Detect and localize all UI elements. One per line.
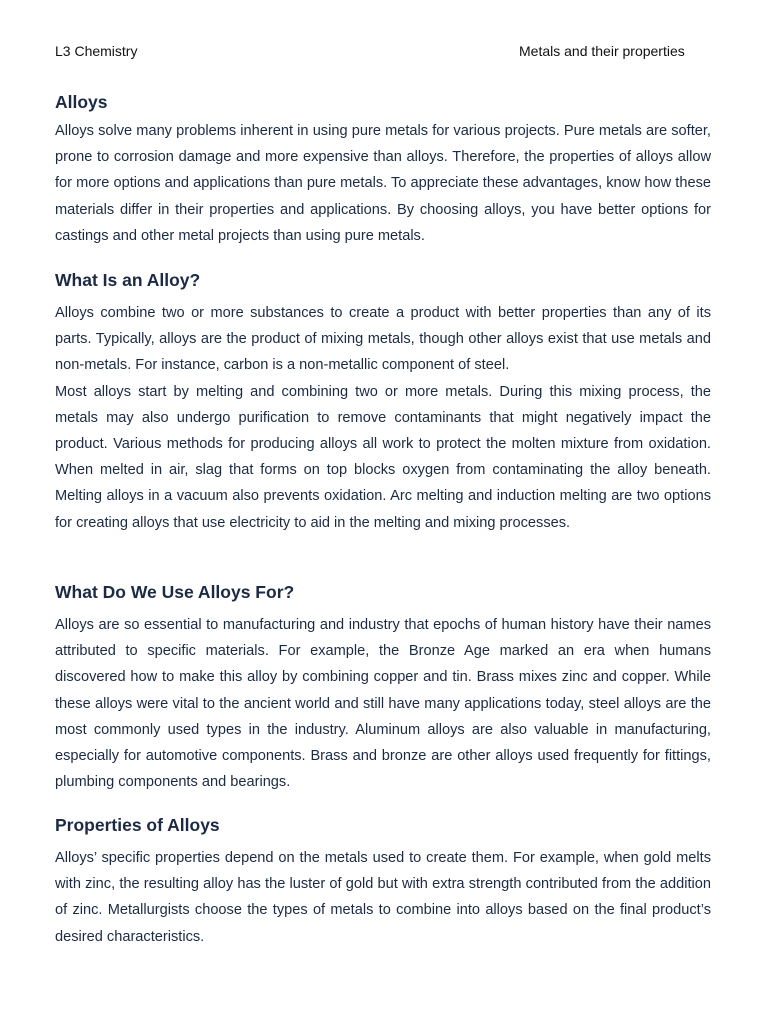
body-paragraph: Most alloys start by melting and combining two or more metals. During this mixing process, the metals may also undergo purification to remove contaminants that might negatively impact the product. Various methods for producing alloys all work to protect the molten mixture from oxidation. When melted in air, slag that forms on top blocks oxygen from contaminating the alloy beneath. Melting alloys in a vacuum also prevents oxidation. Arc melting and induction melting are two options for creating alloys that use electricity to aid in the melting and mixing processes.	[55, 383, 711, 531]
body-paragraph: Alloys solve many problems inherent in using pure metals for various projects. Pure metals are softer, prone to corrosion damage and more expensive than alloys. Therefore, the properties of alloys allow for more options and applications than pure metals. To appreciate these advantages, know how these materials differ in their properties and applications. By choosing alloys, you have better options for castings and other metal projects than using pure metals.	[55, 123, 711, 244]
body-paragraph: Alloys are so essential to manufacturing and industry that epochs of human history have their names attributed to specific materials. For example, the Bronze Age marked an era when humans discovered how to make this alloy by combining copper and tin. Brass mixes zinc and copper. While these alloys were vital to the ancient world and still have many applications today, steel alloys are the most commonly used types in the industry. Aluminum alloys are also valuable in manufacturing, especially for automotive components. Brass and bronze are other alloys used frequently for fittings, plumbing components and bearings.	[55, 617, 711, 791]
section-heading: What Do We Use Alloys For?	[55, 582, 295, 602]
course-label: L3 Chemistry	[55, 43, 138, 59]
section-heading: What Is an Alloy?	[55, 270, 201, 290]
section-heading: Alloys	[55, 92, 108, 112]
section-heading: Properties of Alloys	[55, 815, 220, 835]
section-alloys	[55, 91, 711, 249]
section-properties-of-alloys	[55, 814, 711, 950]
section-what-is-an-alloy	[55, 269, 711, 536]
body-paragraph: Alloys combine two or more substances to create a product with better properties than any of its parts. Typically, alloys are the product of mixing metals, though other alloys exist that use metals and non-metals. For instance, carbon is a non-metallic component of steel.	[55, 305, 711, 374]
topic-label: Metals and their properties	[519, 43, 685, 59]
section-uses-of-alloys	[55, 581, 711, 795]
body-paragraph: Alloys’ specific properties depend on the metals used to create them. For example, when gold melts with zinc, the resulting alloy has the luster of gold but with extra strength contributed from the addition of zinc. Metallurgists choose the types of metals to combine into alloys based on the final product’s desired characteristics.	[55, 850, 711, 945]
